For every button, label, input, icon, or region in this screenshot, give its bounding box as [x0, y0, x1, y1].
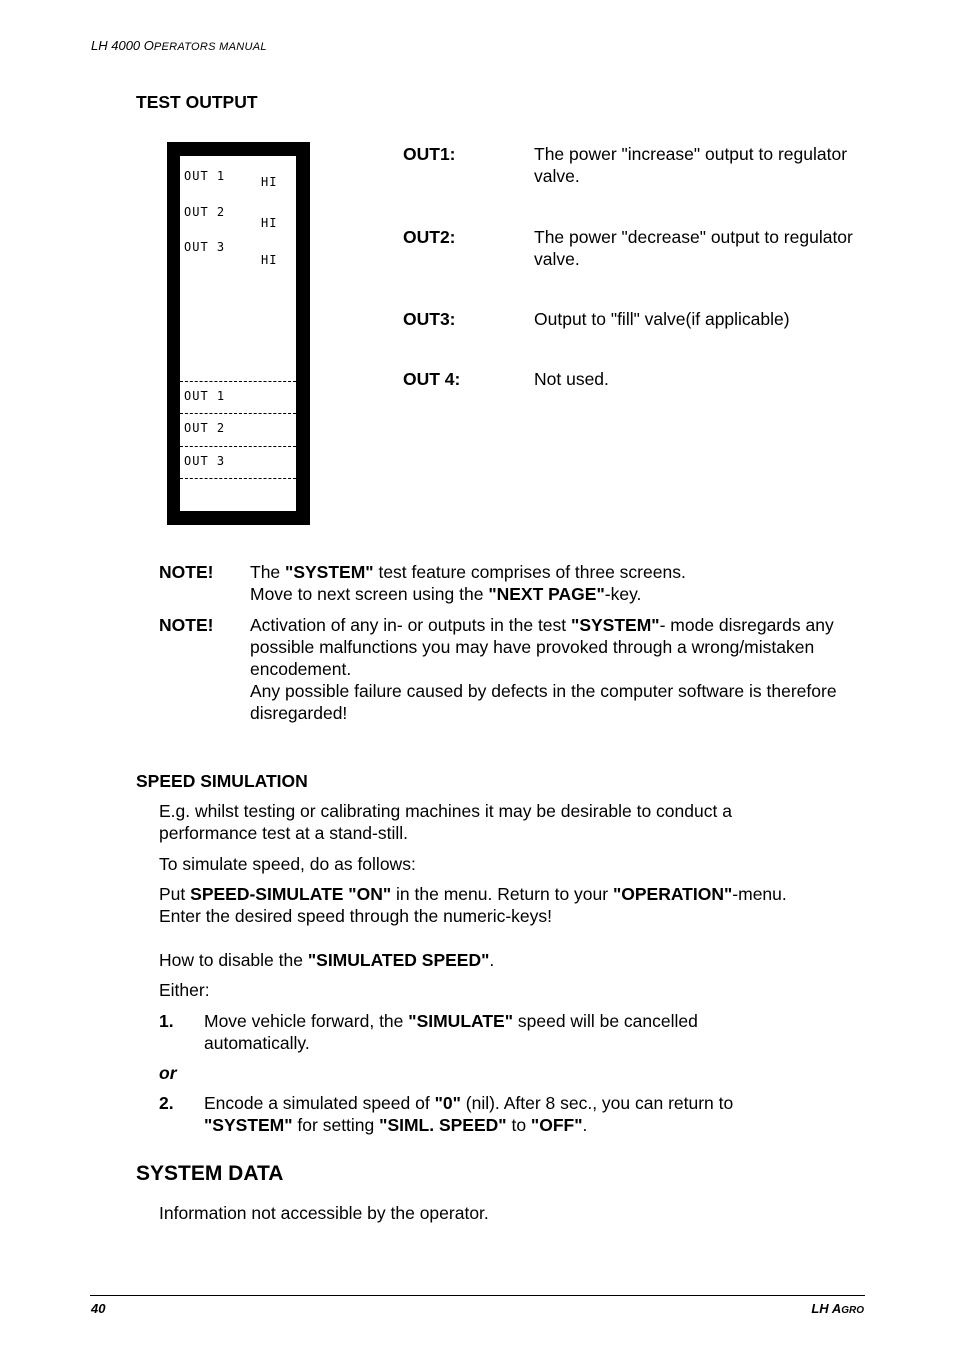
lcd-menu-item: OUT 1 — [184, 389, 226, 403]
lcd-row-label: OUT 1 — [184, 169, 226, 183]
paragraph: To simulate speed, do as follows: — [159, 854, 416, 874]
note-label: NOTE! — [159, 562, 214, 582]
lcd-divider — [180, 478, 296, 479]
paragraph: Information not accessible by the operator. — [159, 1203, 489, 1223]
note-label: NOTE! — [159, 615, 214, 635]
definition-term: OUT2: — [403, 227, 456, 247]
paragraph: E.g. whilst testing or calibrating machines it may be desirable to conduct a performance test at a stand-still. — [159, 801, 732, 843]
lcd-divider — [180, 381, 296, 382]
paragraph: Put SPEED-SIMULATE "ON" in the menu. Return to your "OPERATION"-menu. Enter the desired speed through the numeric-keys! — [159, 884, 787, 926]
definition-term: OUT3: — [403, 309, 456, 329]
note-body: Activation of any in- or outputs in the test "SYSTEM"- mode disregards any possible malfunctions you may have provoked through a wrong/mistaken encodement. Any possible failure caused by defects in the computer software is therefore disregarded! — [250, 615, 837, 723]
system-data-heading: SYSTEM DATA — [136, 1162, 284, 1185]
page-number: 40 — [91, 1301, 106, 1316]
or-label: or — [159, 1063, 177, 1083]
step-body: Move vehicle forward, the "SIMULATE" speed will be cancelled automatically. — [204, 1011, 698, 1053]
step-body: Encode a simulated speed of "0" (nil). After 8 sec., you can return to "SYSTEM" for setting "SIML. SPEED" to "OFF". — [204, 1093, 734, 1135]
paragraph: How to disable the "SIMULATED SPEED". — [159, 950, 495, 970]
lcd-divider — [180, 413, 296, 414]
footer-rule — [90, 1295, 865, 1296]
lcd-display — [167, 142, 310, 525]
running-header: LH 4000 OPERATORS MANUAL — [91, 38, 267, 53]
test-output-heading: TEST OUTPUT — [136, 92, 258, 112]
lcd-row-value: HI — [261, 216, 278, 230]
lcd-menu-item: OUT 2 — [184, 421, 226, 435]
lcd-row-value: HI — [261, 253, 278, 267]
lcd-menu-item: OUT 3 — [184, 454, 226, 468]
paragraph: Either: — [159, 980, 210, 1000]
definition-desc: Not used. — [534, 369, 609, 389]
lcd-divider — [180, 446, 296, 447]
definition-desc: Output to "fill" valve(if applicable) — [534, 309, 790, 329]
speed-simulation-heading: SPEED SIMULATION — [136, 771, 308, 791]
lcd-row-label: OUT 2 — [184, 205, 226, 219]
definition-desc: The power "increase" output to regulator valve. — [534, 144, 848, 186]
note-body: The "SYSTEM" test feature comprises of three screens. Move to next screen using the "NEXT PAGE"-key. — [250, 562, 686, 604]
lcd-screen — [180, 156, 296, 511]
lcd-row-label: OUT 3 — [184, 240, 226, 254]
definition-desc: The power "decrease" output to regulator valve. — [534, 227, 853, 269]
footer-brand: LH AGRO — [811, 1301, 864, 1316]
lcd-row-value: HI — [261, 175, 278, 189]
step-number: 2. — [159, 1093, 174, 1113]
definition-term: OUT 4: — [403, 369, 461, 389]
step-number: 1. — [159, 1011, 174, 1031]
definition-term: OUT1: — [403, 144, 456, 164]
